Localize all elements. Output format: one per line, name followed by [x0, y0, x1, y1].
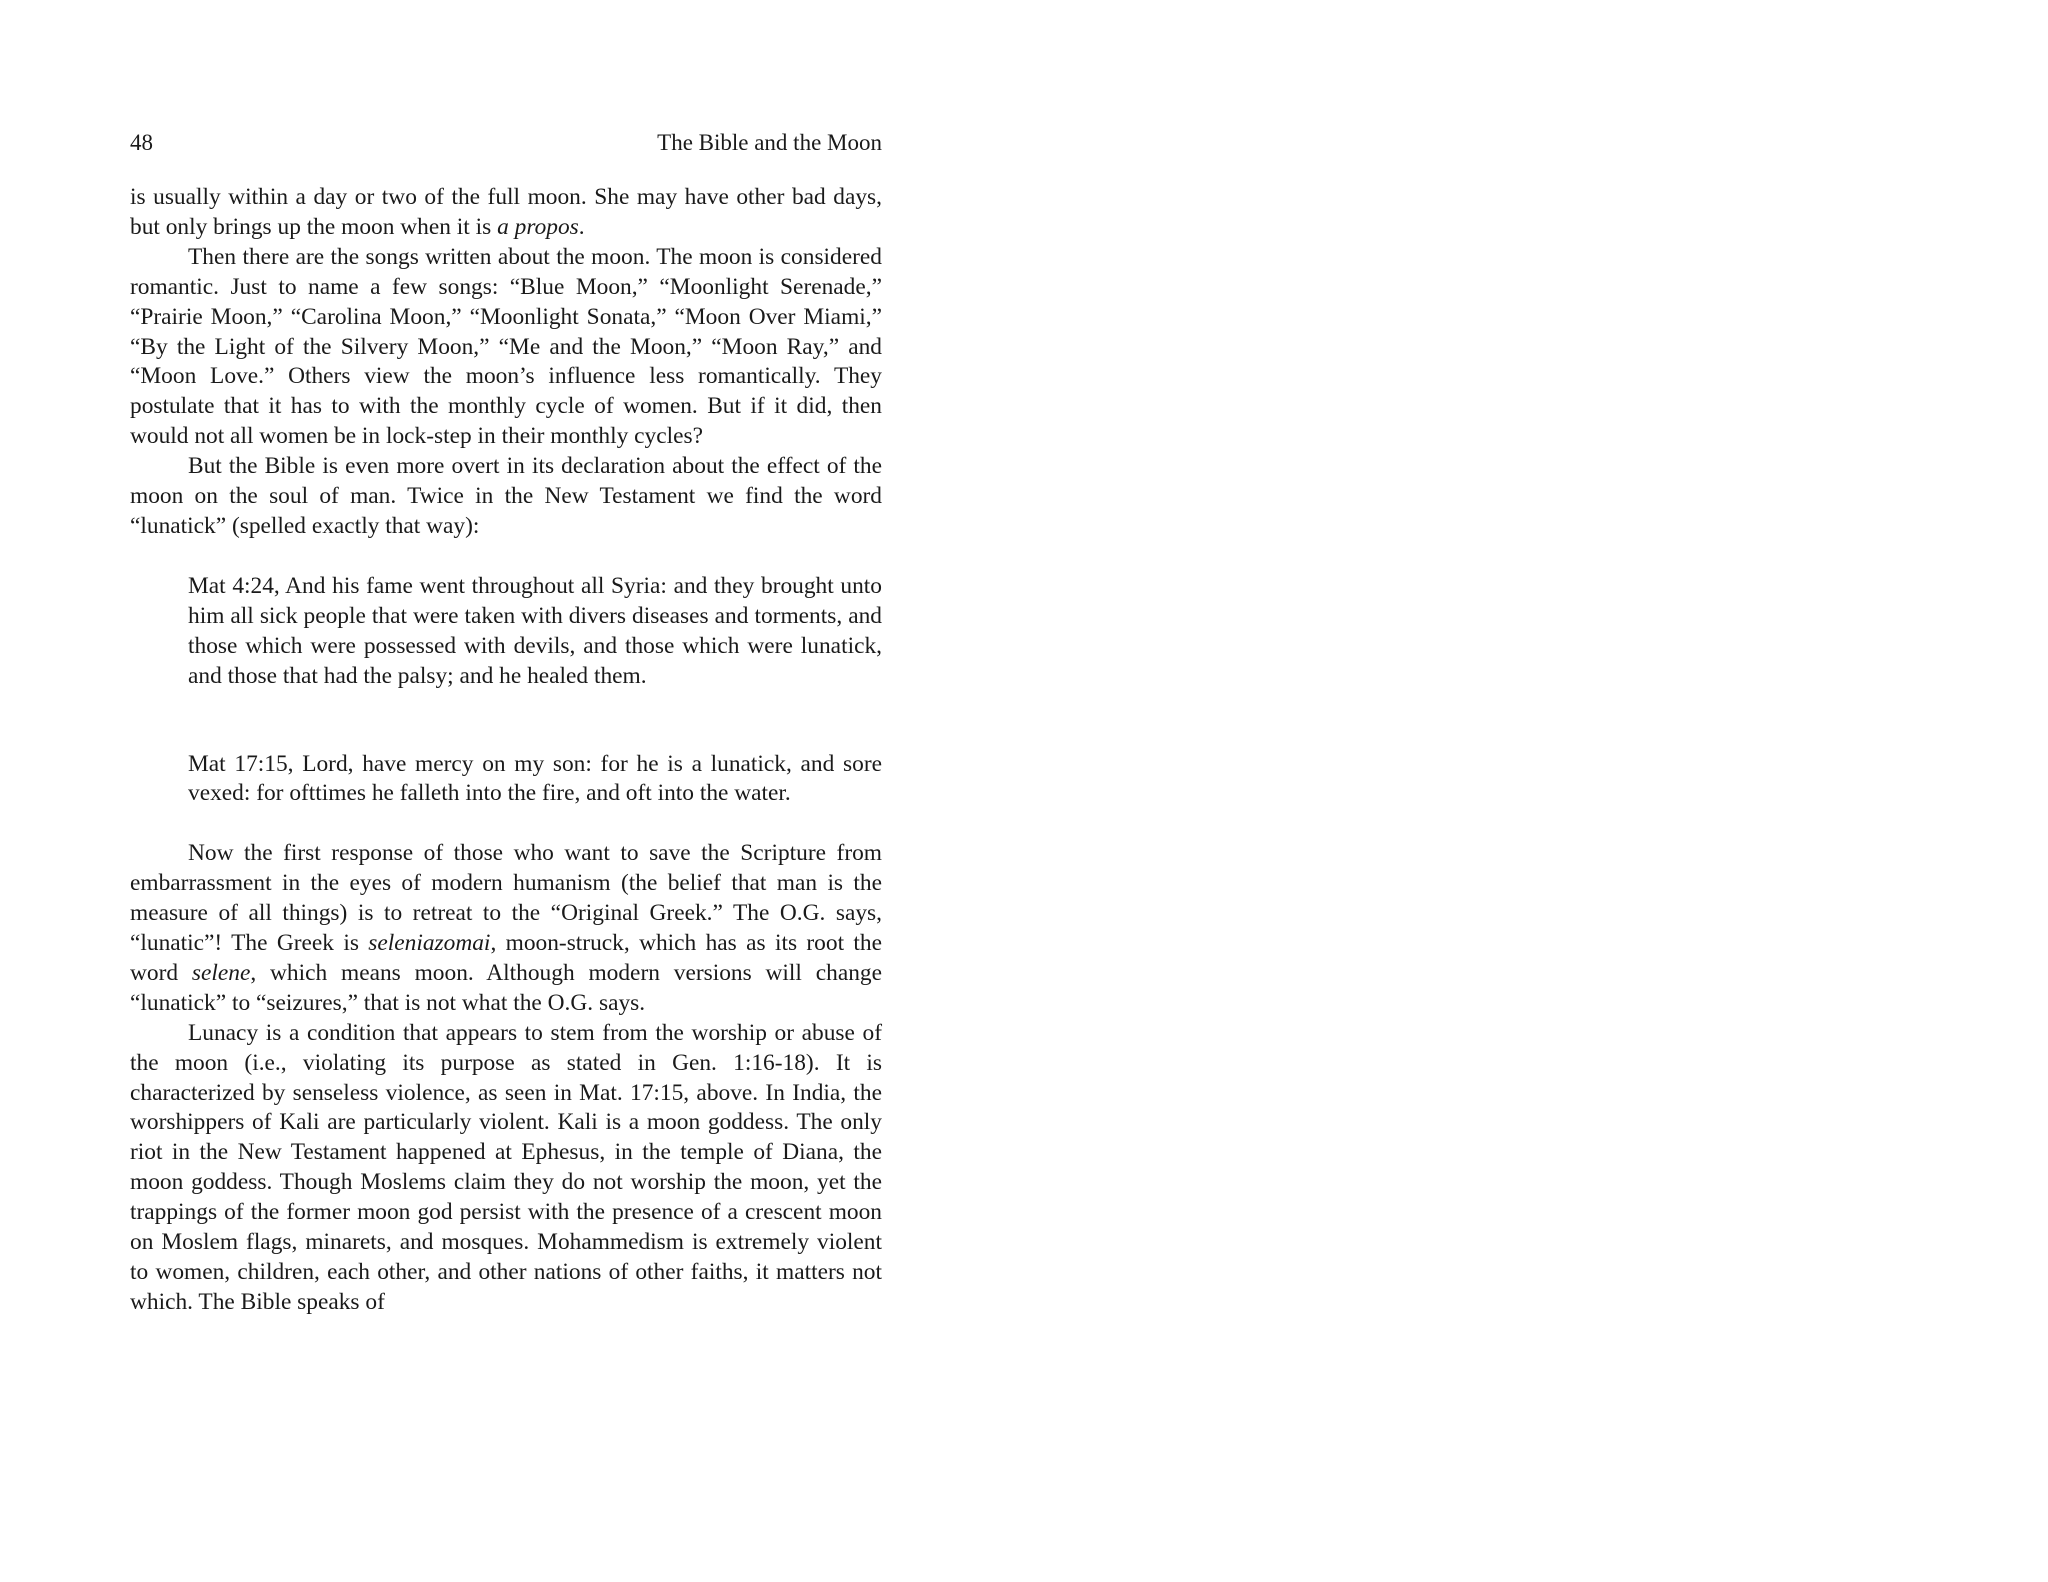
paragraph-1-text: is usually within a day or two of the full moon. She may have other bad days, but only brings up the moon when it is — [130, 184, 882, 240]
spacer — [130, 542, 882, 572]
running-head: The Bible and the Moon — [657, 130, 882, 155]
page-number: 48 — [130, 130, 153, 155]
spacer — [130, 692, 882, 750]
paragraph-4-text-c: , which means moon. Although modern versions will change “lunatick” to “seizures,” that is not what the O.G. says. — [130, 959, 882, 1016]
paragraph-1 — [130, 183, 882, 243]
paragraph-5: Lunacy is a condition that appears to stem from the worship or abuse of the moon (i.e., violating its purpose as stated in Gen. 1:16-18). It is characterized by senseless violence, as seen in Mat. 17:15, above. In India, the worshippers of Kali are particularly violent. Kali is a moon goddess. The only riot in the New Testament happened at Ephesus, in the temple of Diana, the moon goddess. Though Moslems claim they do not worship the moon, yet the trappings of the former moon god persist with the presence of a crescent moon on Moslem flags, minarets, and mosques. Mohammedism is extremely violent to women, children, each other, and other nations of other faiths, it matters not which. The Bible speaks of — [130, 1019, 882, 1315]
paragraph-4-text-b: , moon-struck, which has as its root the word — [130, 930, 883, 986]
paragraph-4-italic-1: seleniazomai — [368, 930, 491, 957]
text-column — [130, 183, 882, 1318]
paragraph-4-text-a: Now the first response of those who want to save the Scripture from embarrassment in the eyes of modern humanism (the belief that man is the measure of all things) is to retreat to the “Original Greek.” The O.G. says, “lunatic”! The Greek is — [130, 840, 882, 957]
paragraph-2: Then there are the songs written about the moon. The moon is considered romantic. Just to name a few songs: “Blue Moon,” “Moonlight Serenade,” “Prairie Moon,” “Carolina Moon,” “Moonlight Sonata,” “Moon Over Miami,” “By the Light of the Silvery Moon,” “Me and the Moon,” “Moon Ray,” and “Moon Love.” Others view the moon’s influence less romantically. They postulate that it has to with the monthly cycle of women. But if it did, then would not all women be in lock-step in their monthly cycles? — [130, 243, 882, 450]
paragraph-4-italic-2: selene — [191, 959, 251, 986]
paragraph-1-italic: a propos — [497, 213, 579, 240]
paragraph-4 — [130, 839, 882, 1018]
scripture-quote-1: Mat 4:24, And his fame went throughout all Syria: and they brought unto him all sick people that were taken with divers diseases and torments, and those which were possessed with devils, and those which were lunatick, and those that had the palsy; and he healed them. — [188, 572, 882, 689]
scripture-quote-2: Mat 17:15, Lord, have mercy on my son: for he is a lunatick, and sore vexed: for ofttimes he falleth into the fire, and oft into the water. — [188, 750, 882, 807]
paragraph-1-end: . — [578, 213, 585, 240]
paragraph-3: But the Bible is even more overt in its declaration about the effect of the moon on the soul of man. Twice in the New Testament we find the word “lunatick” (spelled exactly that way): — [130, 453, 882, 539]
spacer — [130, 809, 882, 839]
